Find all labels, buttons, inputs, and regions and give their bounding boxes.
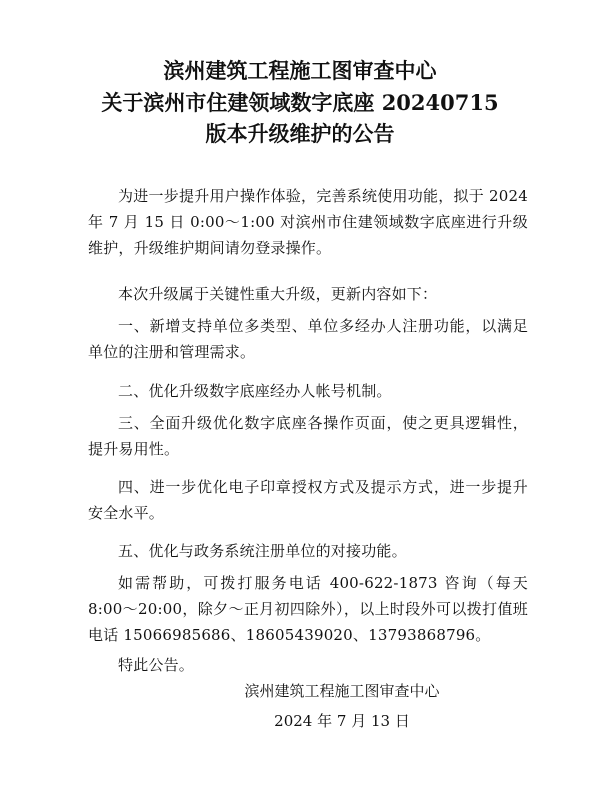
update-item-4: 四、进一步优化电子印章授权方式及提示方式，进一步提升安全水平。: [88, 478, 528, 522]
title-line-1: 滨州建筑工程施工图审查中心: [163, 58, 437, 83]
update-item-3: 三、全面升级优化数字底座各操作页面，使之更具逻辑性，提升易用性。: [88, 414, 528, 458]
update-item-5: 五、优化与政务系统注册单位的对接功能。: [118, 542, 407, 560]
title-line-3: 版本升级维护的公告: [205, 121, 395, 146]
signature-date: 2024 年 7 月 13 日: [274, 712, 410, 730]
contact-paragraph: 如需帮助，可拨打服务电话 400-622-1873 咨询（每天 8:00～20:00，除夕～正月初四除外），以上时段外可以拨打值班电话 15066985686、18605439020、13793868796。: [88, 574, 528, 644]
summary-paragraph: 本次升级属于关键性重大升级，更新内容如下：: [118, 285, 438, 303]
signature-organization: 滨州建筑工程施工图审查中心: [244, 682, 440, 700]
update-item-2: 二、优化升级数字底座经办人帐号机制。: [118, 382, 392, 400]
update-item-1: 一、新增支持单位多类型、单位多经办人注册功能，以满足单位的注册和管理需求。: [88, 317, 528, 361]
intro-paragraph: 为进一步提升用户操作体验，完善系统使用功能，拟于 2024 年 7 月 15 日 0:00～1:00 对滨州市住建领域数字底座进行升级维护，升级维护期间请勿登录操作。: [88, 187, 528, 257]
closing-paragraph: 特此公告。: [118, 656, 195, 674]
title-line-2: 关于滨州市住建领域数字底座 20240715: [101, 90, 499, 115]
